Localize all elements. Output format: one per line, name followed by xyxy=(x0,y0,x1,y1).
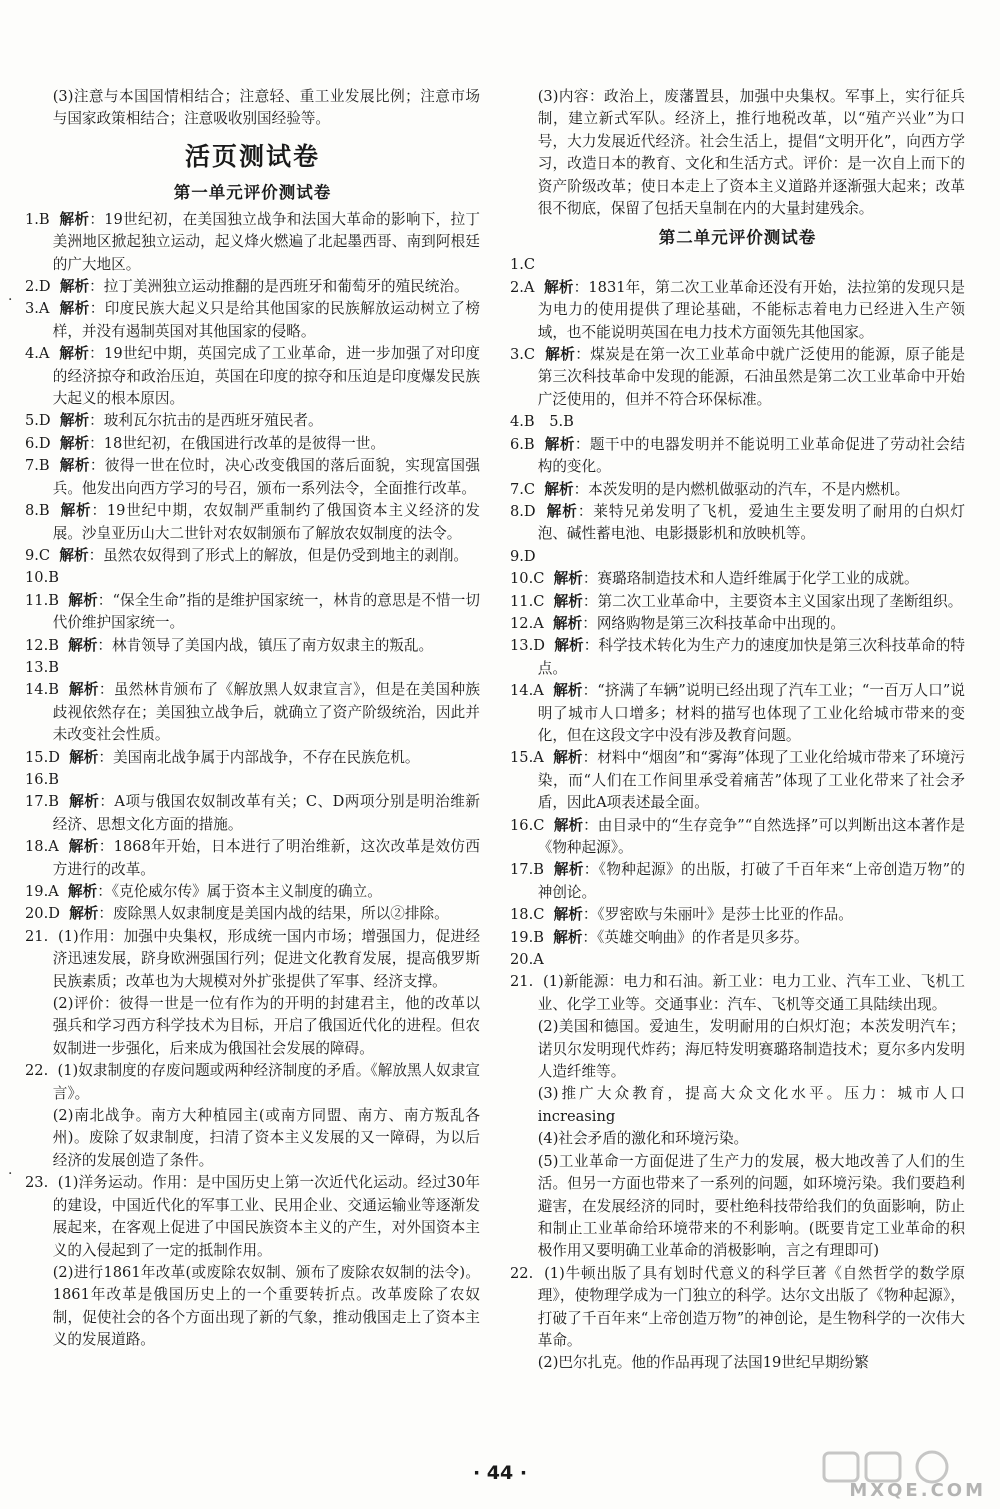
answer-item xyxy=(25,1172,480,1262)
answer-item xyxy=(25,881,480,903)
answer-text: ：第二次工业革命中，主要资本主义国家出现了垄断组织。 xyxy=(582,592,963,610)
answer-text: ：莱特兄弟发明了飞机，爱迪生主要发明了耐用的白炽灯泡、碱性蓄电池、电影摄影机和放映机等。 xyxy=(537,502,965,543)
answer-item xyxy=(510,434,965,479)
answer-number: 3.C xyxy=(510,346,536,364)
answer-text: ：19世纪初，在美国独立战争和法国大革命的影响下，拉丁美洲地区掀起独立运动，起义烽火燃遍了北起墨西哥、南到阿根廷的广大地区。 xyxy=(52,210,481,273)
answer-item xyxy=(510,680,965,747)
analysis-label: 解析 xyxy=(59,300,90,318)
answer-number: 4.B 5.B xyxy=(510,413,574,431)
analysis-label: 解析 xyxy=(68,883,98,900)
answer-number: 6.B xyxy=(510,435,535,453)
margin-mark: · xyxy=(8,292,13,308)
answer-item xyxy=(510,1151,965,1263)
answer-item xyxy=(510,859,965,904)
answer-text: (1)作用：加强中央集权，形成统一国内市场；增强国力，促进经济迅速发展，跻身欧洲强国行列；促进文化教育发展，提高俄罗斯民族素质；改革也为大规模对外扩张提供了军事、经济支撑。 xyxy=(52,927,480,990)
answer-text: ：19世纪中期，农奴制严重制约了俄国资本主义经济的发展。沙皇亚历山大二世针对农奴制颁布了解放农奴制度的法令。 xyxy=(52,502,481,542)
answer-number: 7.B xyxy=(25,457,50,475)
intro-paragraph: (3)内容：政治上，废藩置县，加强中央集权。军事上，实行征兵制，建立新式军队。经济上，推行地税改革，以“殖产兴业”为口号，大力发展近代经济。社会生活上，提倡“文明开化”，向西方学习，改造日本的教育、文化和生活方式。评价：是一次自上而下的资产阶级改革；使日本走上了资本主义道路并逐渐强大起来；改革很不彻底，保留了包括天皇制在内的大量封建残余。 xyxy=(537,88,965,218)
analysis-label: 解析 xyxy=(59,457,90,475)
answer-number: 12.B xyxy=(25,636,59,654)
answer-item xyxy=(25,433,480,455)
analysis-label: 解析 xyxy=(553,906,583,924)
analysis-label: 解析 xyxy=(59,434,90,452)
answer-number: 6.D xyxy=(25,434,51,452)
answer-text: ：美国南北战争属于内部战争，不存在民族危机。 xyxy=(98,748,420,766)
answer-text: ：19世纪中期，英国完成了工业革命，进一步加强了对印度的经济掠夺和政治压迫，英国在印度的掠夺和压迫是印度爆发民族大起义的根本原因。 xyxy=(52,345,480,408)
answer-number: 1.C xyxy=(510,256,536,274)
answer-number: 8.D xyxy=(510,502,536,520)
answer-item xyxy=(25,343,480,410)
answer-text: (1)牛顿出版了具有划时代意义的科学巨著《自然哲学的数学原理》，使物理学成为一门独立的科学。达尔文出版了《物种起源》，打破了千百年来“上帝创造万物”的神创论，是生物科学的一次伟大革命。 xyxy=(537,1264,965,1349)
answer-item xyxy=(25,769,480,791)
answer-text: ：玻利瓦尔抗击的是西班牙殖民者。 xyxy=(89,412,323,430)
answer-item xyxy=(25,1060,480,1105)
answer-number: 17.B xyxy=(510,861,544,879)
analysis-label: 解析 xyxy=(544,435,575,453)
analysis-label: 解析 xyxy=(553,749,583,767)
answer-text: ：赛璐珞制造技术和人造纤维属于化学工业的成就。 xyxy=(582,570,919,588)
answer-text: ：《物种起源》的出版，打破了千百年来“上帝创造万物”的神创论。 xyxy=(537,861,965,901)
watermark xyxy=(786,1449,986,1503)
analysis-label: 解析 xyxy=(59,412,90,430)
answer-item xyxy=(25,747,480,769)
answer-number: 16.B xyxy=(25,770,59,788)
answer-number: 10.B xyxy=(25,569,59,587)
answer-item xyxy=(510,591,965,613)
answer-number: 11.B xyxy=(25,591,59,609)
answer-item xyxy=(25,926,480,993)
answer-text: ：1831年，第二次工业革命还没有开始，法拉第的发现只是为电力的使用提供了理论基础，不能标志着电力已经进入生产领域，也不能说明英国在电力技术方面领先其他国家。 xyxy=(537,278,965,341)
answer-text: ：网络购物是第三次科技革命中出现的。 xyxy=(582,614,845,632)
answer-item xyxy=(510,254,965,276)
answer-item xyxy=(510,546,965,568)
answer-number: 10.C xyxy=(510,570,545,588)
answer-number: 2.D xyxy=(25,278,51,296)
answer-item xyxy=(510,815,965,860)
answer-item xyxy=(510,949,965,971)
answer-item xyxy=(25,567,480,589)
answer-number: 22. xyxy=(510,1264,534,1282)
analysis-label: 解析 xyxy=(59,546,89,564)
answer-text: ：《罗密欧与朱丽叶》是莎士比亚的作品。 xyxy=(582,906,853,924)
analysis-label: 解析 xyxy=(545,346,576,364)
answer-number: 5.D xyxy=(25,412,51,430)
answer-number: 23. xyxy=(25,1174,49,1192)
answer-item xyxy=(25,791,480,836)
answer-item xyxy=(25,545,480,567)
answer-number: 15.A xyxy=(510,749,544,767)
answer-text: (5)工业革命一方面促进了生产力的发展，极大地改善了人们的生活。但另一方面也带来了一系列的问题，如环境污染。我们要趋利避害，在发展经济的同时，要杜绝科技带给我们的负面影响，防止和制止工业革命给环境带来的不利影响。(既要肯定工业革命的积极作用又要明确工业革命的消极影响，言之有理即可) xyxy=(537,1152,965,1260)
answer-text: (2)评价：彼得一世是一位有作为的开明的封建君主，他的改革以强兵和学习西方科学技术为目标，开启了俄国近代化的进程。但农奴制进一步强化，后来成为俄国社会发展的障碍。 xyxy=(52,995,480,1057)
answer-number: 14.B xyxy=(25,681,59,699)
answer-item xyxy=(510,927,965,949)
answer-item xyxy=(25,679,480,746)
analysis-label: 解析 xyxy=(553,682,583,700)
analysis-label: 解析 xyxy=(546,502,578,520)
answer-item xyxy=(25,903,480,925)
answer-number: 20.D xyxy=(25,905,60,923)
answer-number: 4.A xyxy=(25,345,50,363)
right-column xyxy=(510,86,965,1375)
analysis-label: 解析 xyxy=(60,502,92,520)
answer-text: (1)洋务运动。作用：是中国历史上第一次近代化运动。经过30年的建设，中国近代化的军事工业、民用企业、交通运输业等逐渐发展起来，在客观上促进了中国民族资本主义的产生，对外国资本主义的入侵起到了一定的抵制作用。 xyxy=(52,1174,480,1259)
answer-number: 18.C xyxy=(510,906,545,924)
analysis-label: 解析 xyxy=(69,905,99,923)
answer-number: 1.B xyxy=(25,210,50,228)
answer-item xyxy=(25,410,480,432)
answer-text: (2)南北战争。南方大种植园主(或南方同盟、南方、南方叛乱各州)。废除了奴隶制度，扫清了资本主义发展的又一障碍，为以后经济的发展创造了条件。 xyxy=(52,1107,480,1169)
answer-number: 16.C xyxy=(510,816,545,834)
answer-number: 20.A xyxy=(510,951,544,969)
answer-text: ：“挤满了车辆”说明已经出现了汽车工业；“一百万人口”说明了城市人口增多；材料的描写也体现了工业化给城市带来的变化，但在这段文字中没有涉及教育问题。 xyxy=(537,682,965,744)
answer-item xyxy=(510,613,965,635)
answer-item xyxy=(510,1128,965,1150)
analysis-label: 解析 xyxy=(553,614,583,632)
analysis-label: 解析 xyxy=(553,816,584,834)
answer-number: 13.D xyxy=(510,637,545,655)
answer-number: 19.A xyxy=(25,883,59,900)
answer-text: ：由目录中的“生存竞争”“自然选择”可以判断出这本著作是《物种起源》。 xyxy=(537,816,965,856)
section-title: 第二单元评价测试卷 xyxy=(658,228,817,248)
answer-number: 12.A xyxy=(510,614,544,632)
answer-text: ：“保全生命”指的是维护国家统一，林肯的意思是不惜一切代价维护国家统一。 xyxy=(52,591,480,632)
answer-text: ：18世纪初，在俄国进行改革的是彼得一世。 xyxy=(89,434,385,452)
analysis-label: 解析 xyxy=(544,278,574,296)
answer-text: ：科学技术转化为生产力的速度加快是第三次科技革命的特点。 xyxy=(537,637,965,677)
analysis-label: 解析 xyxy=(553,861,584,879)
answer-item xyxy=(510,1083,965,1128)
answer-item xyxy=(25,209,480,276)
answer-item xyxy=(510,568,965,590)
analysis-label: 解析 xyxy=(59,278,90,296)
page-title: 活页测试卷 xyxy=(184,141,320,171)
answer-text: ：彼得一世在位时，决心改变俄国的落后面貌，实现富国强兵。他发出向西方学习的号召，颁布一系列法令，全面推行改革。 xyxy=(52,457,480,497)
answer-number: 8.B xyxy=(25,502,50,520)
analysis-label: 解析 xyxy=(553,570,583,588)
answer-item xyxy=(25,1262,480,1352)
answer-text: ：印度民族大起义只是给其他国家的民族解放运动树立了榜样，并没有遏制英国对其他国家的侵略。 xyxy=(52,300,480,340)
answer-item xyxy=(510,904,965,926)
section-title: 第一单元评价测试卷 xyxy=(173,182,332,202)
answer-text: ：废除黑人奴隶制度是美国内战的结果，所以②排除。 xyxy=(98,905,449,923)
answer-item xyxy=(25,1105,480,1172)
answer-text: ：拉丁美洲独立运动推翻的是西班牙和葡萄牙的殖民统治。 xyxy=(89,278,469,296)
intro-paragraph: (3)注意与本国国情相结合；注意轻、重工业发展比例；注意市场与国家政策相结合；注意吸收别国经验等。 xyxy=(52,88,480,128)
analysis-label: 解析 xyxy=(68,838,99,856)
answer-number: 14.A xyxy=(510,682,544,700)
analysis-label: 解析 xyxy=(68,681,99,699)
answer-text: (2)进行1861年改革(或废除农奴制、颁布了废除农奴制的法令)。1861年改革是俄国历史上的一个重要转折点。改革废除了农奴制，促使社会的各个方面出现了新的气象，推动俄国走上了资本主义的发展道路。 xyxy=(52,1263,480,1349)
answer-text: ：《英雄交响曲》的作者是贝多芬。 xyxy=(582,928,809,946)
answer-text: (1)新能源：电力和石油。新工业：电力工业、汽车工业、飞机工业、化学工业等。交通事业：汽车、飞机等交通工具陆续出现。 xyxy=(537,973,965,1013)
answer-text: ：虽然林肯颁布了《解放黑人奴隶宣言》，但是在美国种族歧视依然存在；美国独立战争后，就确立了资产阶级统治，因此并未改变社会性质。 xyxy=(52,681,480,744)
answer-text: ：《克伦威尔传》属于资本主义制度的确立。 xyxy=(97,883,382,900)
analysis-label: 解析 xyxy=(68,591,98,609)
watermark-url: MXQE.COM xyxy=(849,1480,986,1501)
answer-number: 22. xyxy=(25,1062,49,1080)
answer-item xyxy=(510,344,965,411)
answer-text: ：煤炭是在第一次工业革命中就广泛使用的能源，原子能是第三次科技革命中发现的能源，石油虽然是第二次工业革命中开始广泛使用的，但并不符合环保标准。 xyxy=(537,346,965,408)
answer-item xyxy=(510,501,965,546)
answer-number: 17.B xyxy=(25,793,59,811)
answer-item xyxy=(25,836,480,881)
answer-text: ：虽然农奴得到了形式上的解放，但是仍受到地主的剥削。 xyxy=(88,546,469,564)
answer-text: ：林肯领导了美国内战，镇压了南方奴隶主的叛乱。 xyxy=(97,636,434,654)
answer-text: (1)奴隶制度的存废问题或两种经济制度的矛盾。《解放黑人奴隶宣言》。 xyxy=(52,1062,480,1102)
answer-item xyxy=(25,993,480,1060)
answer-item xyxy=(510,411,965,433)
answer-number: 21. xyxy=(510,973,534,991)
answer-item xyxy=(25,590,480,635)
answer-item xyxy=(25,276,480,298)
margin-mark: · xyxy=(8,1166,13,1182)
answer-item xyxy=(510,635,965,680)
answer-item xyxy=(510,971,965,1016)
answer-number: 18.A xyxy=(25,838,59,856)
answer-number: 9.C xyxy=(25,546,51,564)
page-number: · 44 · xyxy=(472,1462,528,1484)
answer-number: 3.A xyxy=(25,300,50,318)
answer-item xyxy=(510,1352,965,1374)
answer-text: (3)推广大众教育，提高大众文化水平。压力：城市人口increasing xyxy=(537,1085,965,1125)
analysis-label: 解析 xyxy=(69,793,100,811)
answer-text: ：1868年开始，日本进行了明治维新，这次改革是效仿西方进行的改革。 xyxy=(52,838,480,878)
analysis-label: 解析 xyxy=(553,592,583,610)
answer-text: ：题干中的电器发明并不能说明工业革命促进了劳动社会结构的变化。 xyxy=(537,435,965,476)
answer-item xyxy=(510,747,965,814)
analysis-label: 解析 xyxy=(59,345,90,363)
answer-item xyxy=(25,635,480,657)
analysis-label: 解析 xyxy=(68,636,98,654)
analysis-label: 解析 xyxy=(544,480,574,498)
answer-number: 21. xyxy=(25,927,49,945)
answer-text: ：本茨发明的是内燃机做驱动的汽车，不是内燃机。 xyxy=(573,480,910,498)
answer-text: (2)巴尔扎克。他的作品再现了法国19世纪早期纷繁 xyxy=(537,1354,869,1372)
analysis-label: 解析 xyxy=(554,637,584,655)
answer-text: (4)社会矛盾的激化和环境污染。 xyxy=(537,1130,749,1148)
answer-item xyxy=(25,657,480,679)
answer-item xyxy=(510,479,965,501)
analysis-label: 解析 xyxy=(59,210,90,228)
answer-item xyxy=(510,1016,965,1083)
answer-text: ：材料中“烟囱”和“雾海”体现了工业化给城市带来了环境污染，而“人们在工作间里承受着痛苦”体现了工业化带来了社会矛盾，因此A项表述最全面。 xyxy=(537,749,965,812)
answer-item xyxy=(510,277,965,344)
answer-item xyxy=(25,298,480,343)
analysis-label: 解析 xyxy=(553,928,583,946)
answer-number: 7.C xyxy=(510,480,536,498)
left-column xyxy=(25,86,480,1352)
answer-number: 11.C xyxy=(510,592,545,610)
answer-number: 19.B xyxy=(510,928,544,946)
answer-number: 2.A xyxy=(510,278,535,296)
answer-item xyxy=(510,1263,965,1353)
answer-item xyxy=(25,500,480,545)
answer-text: (2)美国和德国。爱迪生，发明耐用的白炽灯泡；本茨发明汽车；诺贝尔发明现代炸药；海厄特发明赛璐珞制造技术；夏尔多内发明人造纤维等。 xyxy=(537,1018,965,1081)
answer-text: ：A项与俄国农奴制改革有关；C、D两项分别是明治维新经济、思想文化方面的措施。 xyxy=(52,793,480,833)
answer-number: 13.B xyxy=(25,658,59,676)
answer-item xyxy=(25,455,480,500)
analysis-label: 解析 xyxy=(69,748,99,766)
answer-number: 15.D xyxy=(25,748,60,766)
answer-number: 9.D xyxy=(510,547,536,565)
